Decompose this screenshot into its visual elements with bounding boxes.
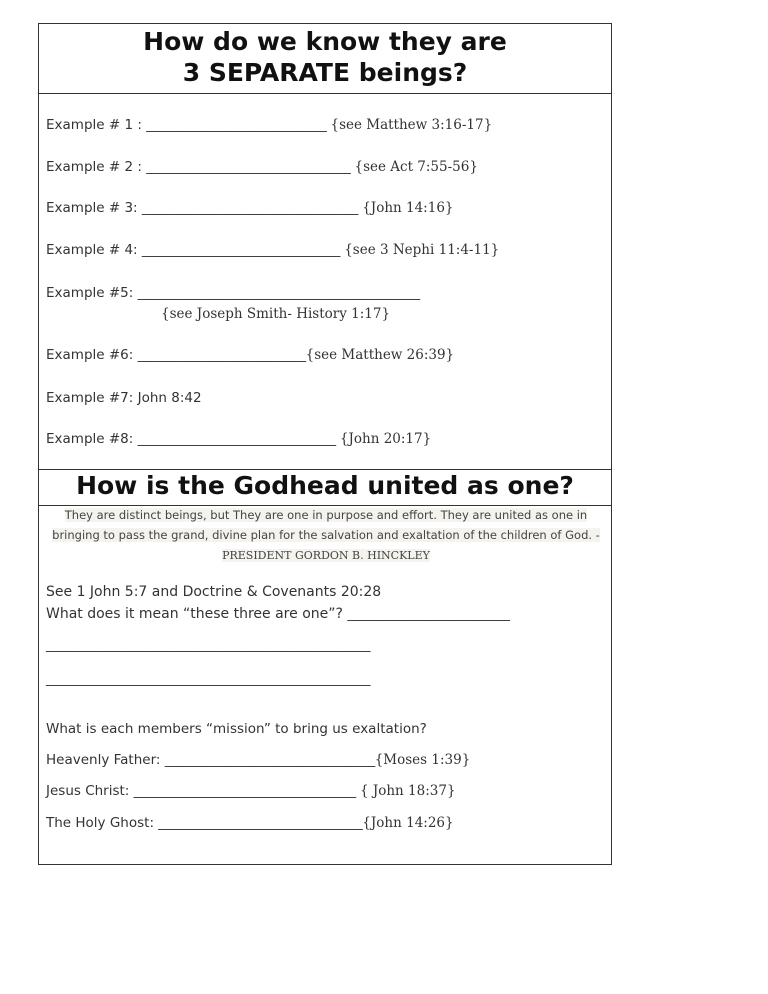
answer-line-1[interactable]: ______________________________________________________ (46, 638, 370, 653)
example-row-5: Example #5: _______________________________________________ (46, 285, 420, 301)
mission-row-father: Heavenly Father: ___________________________________{Moses 1:39} (46, 752, 471, 768)
example5-reference: {see Joseph Smith- History 1:17} (161, 306, 391, 322)
answer-blank[interactable]: _________________________________ (137, 432, 336, 447)
example-row-6: Example #6: ____________________________{see Matthew 26:39} (46, 347, 455, 363)
answer-blank[interactable]: __________________________________ (146, 160, 351, 175)
hinckley-quote: They are distinct beings, but They are one in purpose and effort. They are united as one in bringing to pass the grand, divine plan for the salvation and exaltation of the children of God. - PRESIDENT GORDON B. HINCKLEY (52, 508, 600, 562)
answer-blank[interactable]: _________________________________ (141, 243, 340, 258)
question-1: What does it mean “these three are one”? ___________________________ (46, 606, 510, 622)
answer-blank[interactable]: __________________________________ (158, 816, 363, 831)
mission-row-holy-ghost: The Holy Ghost: __________________________________{John 14:26} (46, 815, 454, 831)
worksheet (38, 23, 612, 865)
example-row-3: Example # 3: ____________________________________ {John 14:16} (46, 200, 454, 216)
section1-title (39, 24, 611, 94)
section1-title-line1: How do we know they are (143, 27, 507, 56)
answer-blank[interactable]: ___________________________ (347, 607, 510, 622)
example-row-4: Example # 4: _________________________________ {see 3 Nephi 11:4-11} (46, 242, 500, 258)
section1-title-line2: 3 SEPARATE beings? (182, 58, 468, 87)
answer-line-2[interactable]: ______________________________________________________ (46, 672, 370, 687)
question-2: What is each members “mission” to bring us exaltation? (46, 721, 427, 737)
example-row-1: Example # 1 : ______________________________ {see Matthew 3:16-17} (46, 117, 493, 133)
quote-attribution: PRESIDENT GORDON B. HINCKLEY (222, 549, 430, 562)
section2-title: How is the Godhead united as one? (39, 469, 611, 506)
answer-blank[interactable]: ___________________________________ (164, 753, 375, 768)
answer-blank[interactable]: _______________________________________________ (137, 286, 420, 301)
see-scripture: See 1 John 5:7 and Doctrine & Covenants 20:28 (46, 584, 382, 600)
answer-blank[interactable]: ____________________________________ (141, 201, 358, 216)
mission-row-christ: Jesus Christ: _____________________________________ { John 18:37} (46, 783, 456, 799)
example-row-2: Example # 2 : __________________________________ {see Act 7:55-56} (46, 159, 478, 175)
answer-blank[interactable]: _____________________________________ (133, 784, 356, 799)
answer-blank[interactable]: ______________________________ (146, 118, 327, 133)
answer-blank[interactable]: ____________________________ (137, 348, 306, 363)
example-row-7: Example #7: John 8:42 (46, 390, 202, 406)
example-row-8: Example #8: _________________________________ {John 20:17} (46, 431, 432, 447)
